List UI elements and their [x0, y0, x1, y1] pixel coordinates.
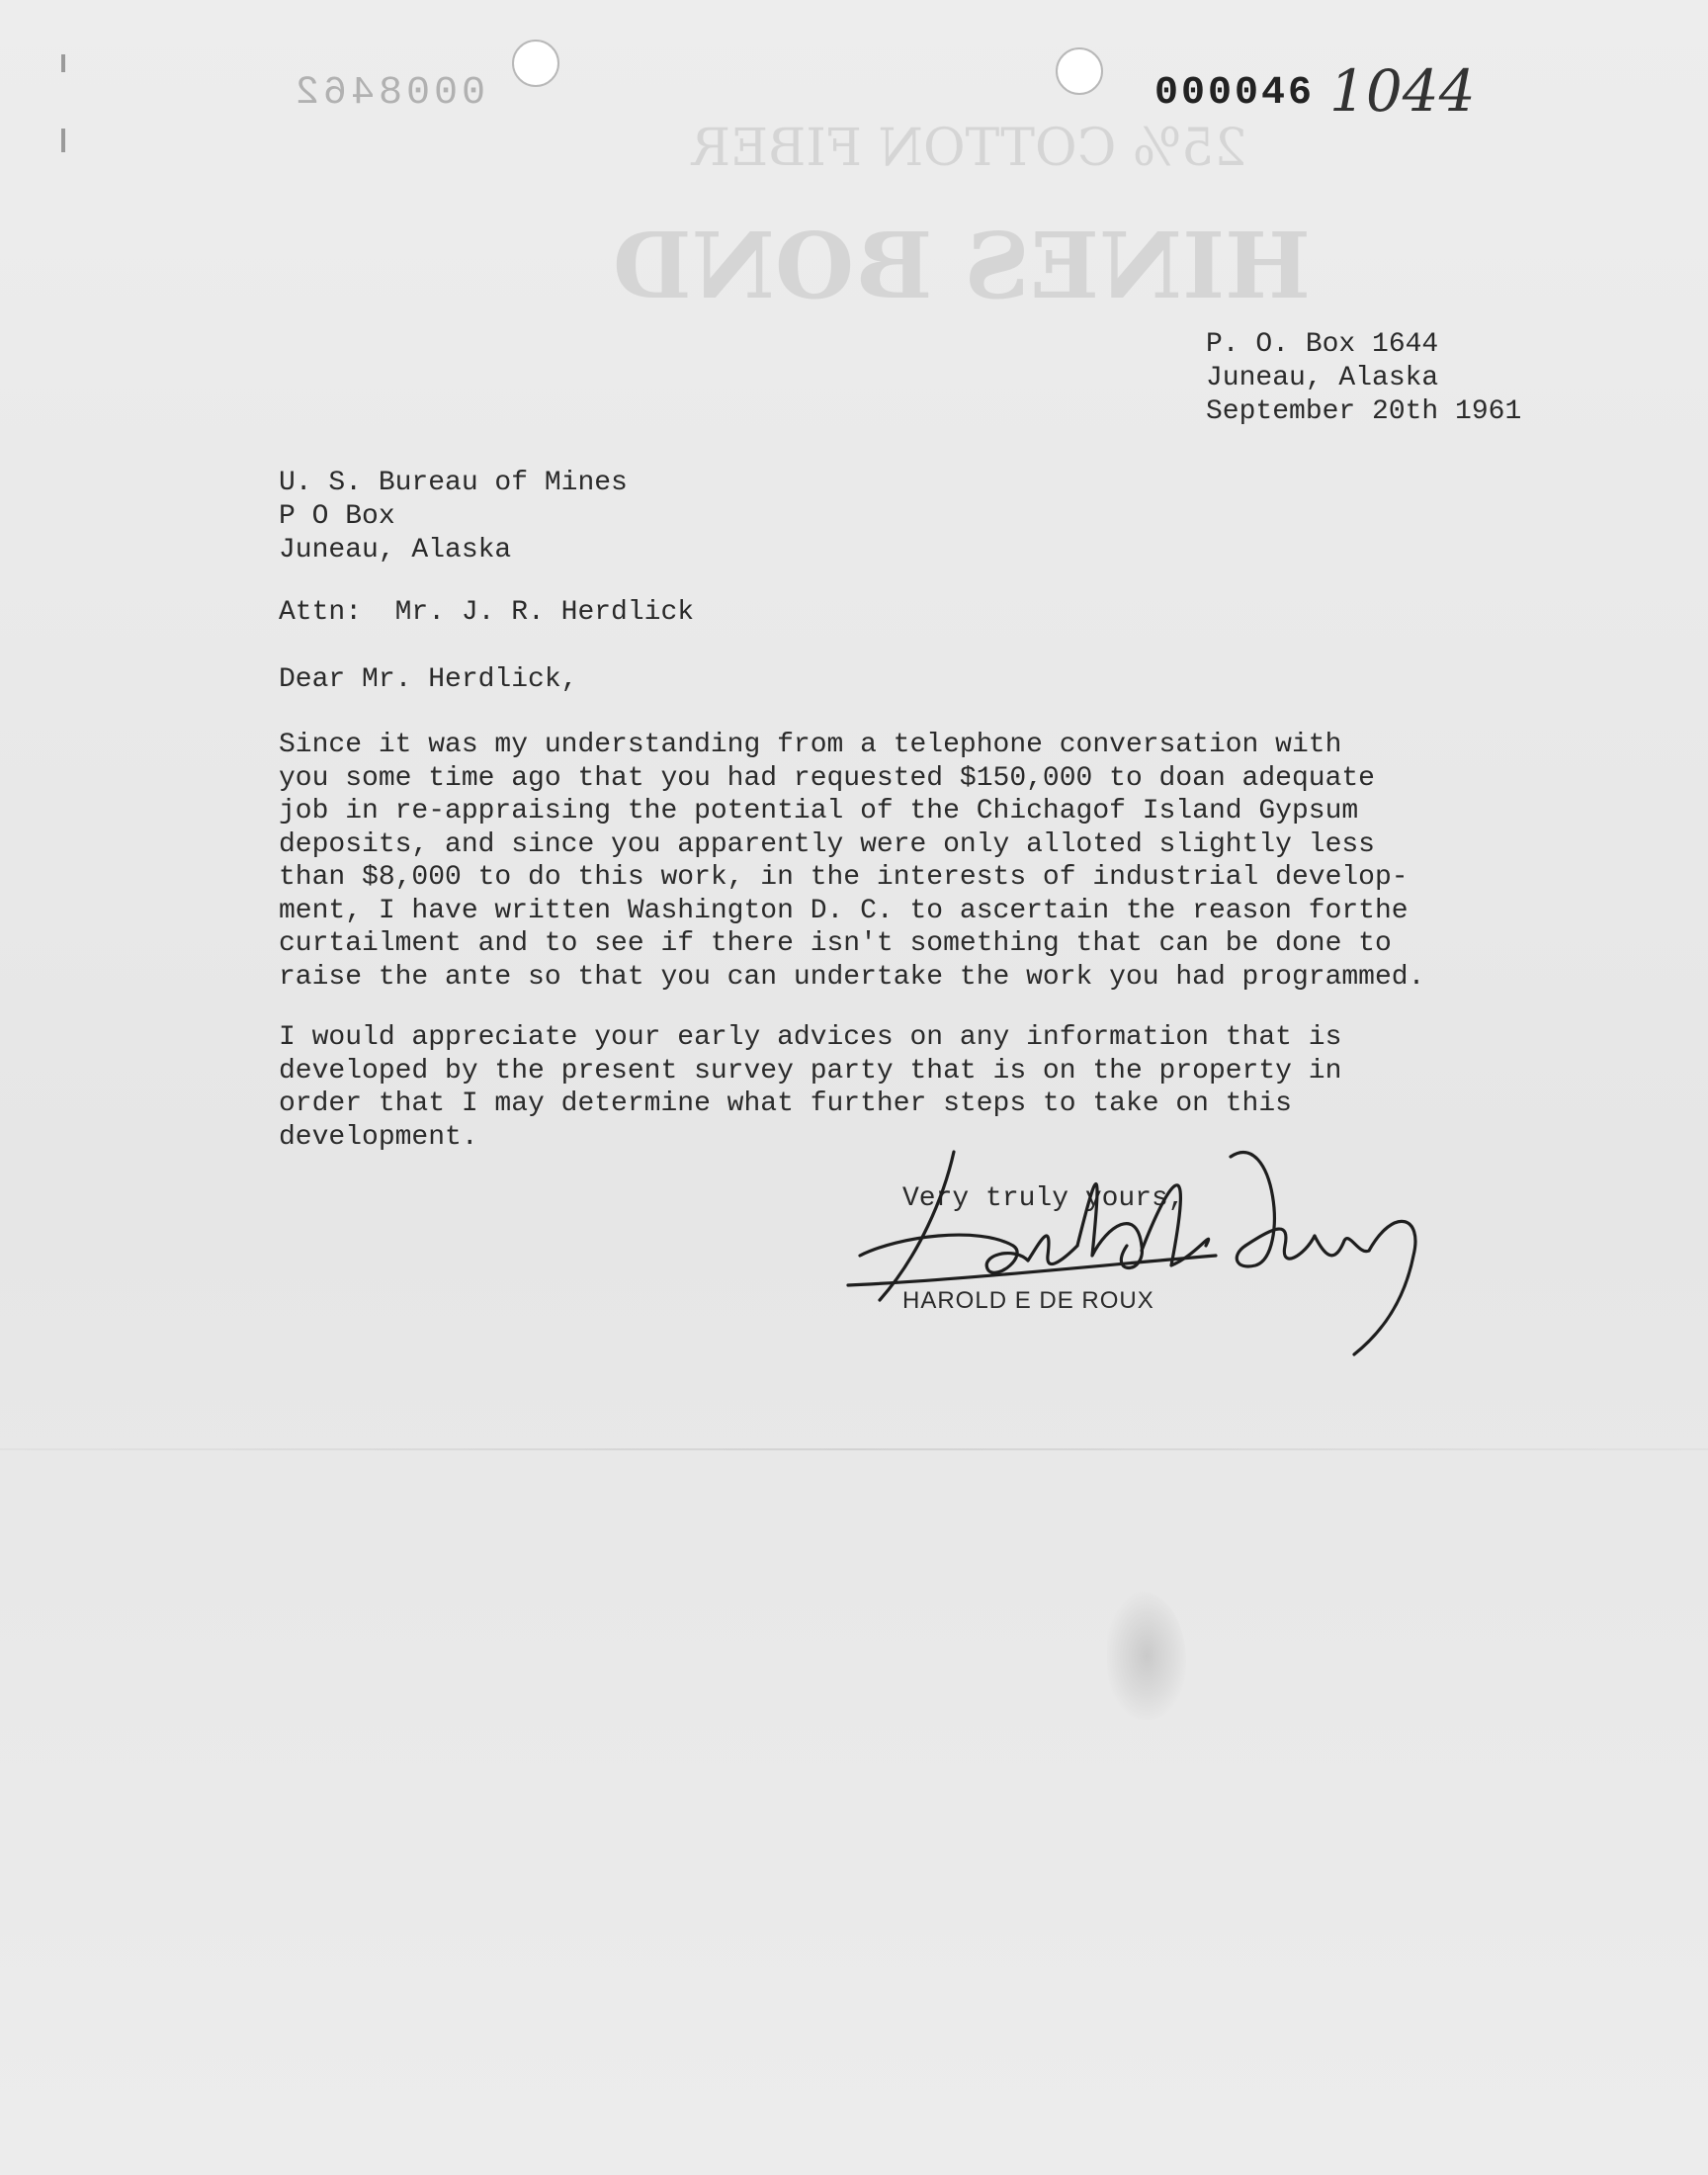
signer-name: HAROLD E DE ROUX: [902, 1287, 1154, 1314]
body-line: I would appreciate your early advices on any information that is: [279, 1022, 1342, 1053]
sender-line: Juneau, Alaska: [1206, 363, 1439, 393]
letter-date: September 20th 1961: [1206, 396, 1522, 427]
sender-address: [1206, 328, 1521, 429]
body-line: Since it was my understanding from a telephone conversation with: [279, 730, 1342, 760]
document-number-handwritten: 1044: [1329, 57, 1476, 125]
edge-mark: [61, 54, 65, 72]
recipient-line: P O Box: [279, 501, 395, 532]
closing: Very truly yours,: [902, 1183, 1185, 1214]
body-line: you some time ago that you had requested $150,000 to doan adequate: [279, 762, 1375, 794]
body-line: deposits, and since you apparently were only alloted slightly less: [279, 828, 1375, 860]
sender-line: P. O. Box 1644: [1206, 329, 1439, 360]
salutation: Dear Mr. Herdlick,: [279, 664, 578, 695]
paper-fold: [0, 1448, 1708, 1450]
document-number: 000046: [1154, 71, 1316, 116]
body-line: than $8,000 to do this work, in the interests of industrial develop-: [279, 862, 1409, 893]
body-line: order that I may determine what further steps to take on this: [279, 1088, 1292, 1119]
body-line: ment, I have written Washington D. C. to ascertain the reason forthe: [279, 895, 1409, 926]
body-line: job in re-appraising the potential of the Chichagof Island Gypsum: [279, 796, 1359, 826]
watermark-line: HINES BOND: [613, 213, 1312, 319]
paper-smudge: [1107, 1592, 1186, 1720]
recipient-line: Juneau, Alaska: [279, 535, 512, 566]
recipient-line: U. S. Bureau of Mines: [279, 468, 628, 498]
edge-mark: [61, 129, 65, 152]
watermark-line: 25% COTTON FIBER: [692, 119, 1247, 178]
attention-line: Attn: Mr. J. R. Herdlick: [279, 597, 695, 628]
body-line: developed by the present survey party that is on the property in: [279, 1055, 1342, 1087]
body-line: raise the ante so that you can undertake the work you had programmed.: [279, 961, 1425, 993]
recipient-address: [279, 467, 628, 567]
punch-hole-left: [512, 40, 559, 87]
punch-hole-right: [1056, 47, 1103, 95]
body-paragraph-1: [279, 729, 1524, 994]
bleed-through-number: 0008462: [292, 71, 486, 116]
handwritten-signature: [840, 1107, 1453, 1364]
body-line: development.: [279, 1121, 478, 1153]
body-line: curtailment and to see if there isn't something that can be done to: [279, 928, 1392, 959]
